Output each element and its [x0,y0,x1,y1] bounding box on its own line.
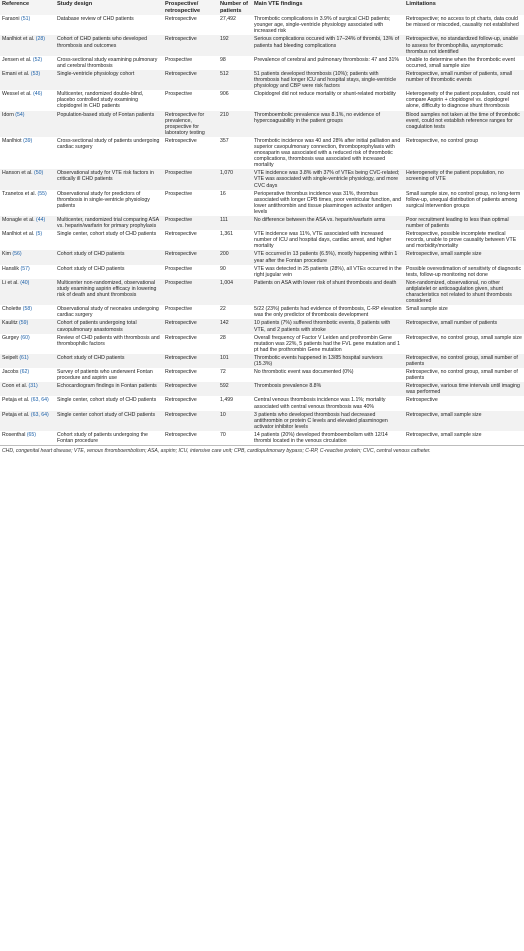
header-limitations: Limitations [404,0,524,15]
header-prospective-retrospective: Prospective/ retrospective [163,0,218,15]
limitations-cell: Heterogeneity of the patient population, no screening of VTE [404,169,524,189]
limitations-cell: Small sample size, no control group, no long-term follow-up, unequal distribution of patients among surgical intervention groups [404,190,524,216]
reference-citation-link[interactable]: (31) [28,383,38,390]
table-row [0,265,524,279]
limitations-cell: Poor recruitment leading to less than optimal number of patients [404,216,524,230]
number-of-patients-cell: 200 [218,250,252,264]
prospective-retrospective-cell: Retrospective [163,319,218,333]
reference-author: Hanson et al. [2,170,33,177]
limitations-cell: Retrospective, small sample size [404,431,524,445]
study-design-cell: Single center, cohort study of CHD patients [55,230,163,250]
main-vte-findings-cell: No thrombotic event was documented (0%) [252,368,404,382]
reference-cell [0,250,55,264]
reference-cell [0,169,55,189]
number-of-patients-cell: 111 [218,216,252,230]
table-row [0,230,524,250]
reference-citation-link[interactable]: (46) [33,91,43,98]
reference-cell [0,382,55,396]
reference-citation-link[interactable]: (57) [20,265,30,272]
reference-cell [0,305,55,319]
study-design-cell: Single-ventricle physiology cohort [55,70,163,90]
reference-author: Monagle et al. [2,217,35,223]
number-of-patients-cell: 906 [218,90,252,110]
reference-citation-link[interactable]: (56) [12,251,22,258]
limitations-cell: Small sample size [404,305,524,319]
table-body [0,15,524,445]
table-footnote: CHD, congenital heart disease; VTE, venous thromboembolism; ASA, aspirin; ICU, intensive care unit; CPB, cardiopulmonary bypass; C-RP, C-reactive protein; CVC, central venous catheter. [2,448,431,455]
main-vte-findings-cell: Thrombotic incidence was 40 and 28% after initial palliation and superior cavopulmonary connection, thromboprophylaxis with enoxaparin was associated with a reduced risk of thrombotic complications, thrombosis was associated with increased mortality [252,137,404,169]
prospective-retrospective-cell: Retrospective [163,334,218,354]
main-vte-findings-cell: 5/22 (23%) patients had evidence of thrombosis, C-RP elevation was the only predictor of thrombosis development [252,305,404,319]
prospective-retrospective-cell: Prospective [163,190,218,216]
table-row [0,137,524,169]
prospective-retrospective-cell: Prospective [163,169,218,189]
reference-author: Jacobs [2,369,19,376]
number-of-patients-cell: 1,004 [218,279,252,305]
table-row [0,319,524,333]
prospective-retrospective-cell: Retrospective [163,70,218,90]
prospective-retrospective-cell: Retrospective [163,431,218,445]
reference-author: Rosenthal [2,431,26,438]
limitations-cell: Retrospective, small sample size [404,411,524,431]
main-vte-findings-cell: VTE incidence was 11%, VTE associated with increased number of ICU and hospital days, cardiac arrest, and higher mortality [252,230,404,250]
table-header [0,0,524,15]
reference-cell [0,137,55,169]
main-vte-findings-cell: 10 patients (7%) suffered thrombotic events, 8 patients with VTE, and 2 patients with stroke [252,319,404,333]
number-of-patients-cell: 70 [218,431,252,445]
number-of-patients-cell: 10 [218,411,252,431]
number-of-patients-cell: 72 [218,368,252,382]
reference-author: Gurgey [2,334,20,341]
reference-author: Manlhiot et al. [2,36,35,43]
prospective-retrospective-cell: Retrospective [163,137,218,169]
prospective-retrospective-cell: Retrospective for prevalence, prospective for laboratory testing [163,111,218,137]
prospective-retrospective-cell: Prospective [163,216,218,230]
main-vte-findings-cell: Central venous thrombosis incidence was 1.1%; mortality associated with central venous thrombosis was 40% [252,396,404,410]
reference-citation-link[interactable]: (59) [19,320,29,327]
study-design-cell: Cross-sectional study examining pulmonary and cerebral thrombosis [55,56,163,70]
vte-studies-table [0,0,524,445]
limitations-cell: Retrospective [404,396,524,410]
limitations-cell: Retrospective, no control group, small number of patients [404,354,524,368]
header-number-of-patients: Number of patients [218,0,252,15]
reference-citation-link[interactable]: (28) [35,36,45,43]
number-of-patients-cell: 90 [218,265,252,279]
reference-citation-link[interactable]: (61) [19,354,29,361]
number-of-patients-cell: 592 [218,382,252,396]
main-vte-findings-cell: Overall frequency of Factor V Leiden and prothrombin Gene mutation was 22%, 5 patients had the FVL gene mutation and 1 pt had the prothrombin Gene mutation [252,334,404,354]
reference-author: Manlhiot [2,137,22,144]
main-vte-findings-cell: 51 patients developed thrombosis (10%); patients with thrombosis had longer ICU and hospital stays, single-ventricle physiology and CBP were risk factors [252,70,404,90]
table-row [0,396,524,410]
limitations-cell: Retrospective, various time intervals until imaging was performed [404,382,524,396]
reference-cell [0,279,55,305]
reference-cell [0,411,55,431]
main-vte-findings-cell: 3 patients who developed thrombosis had decreased antithrombin or protein C levels and elevated plasminogen activator inhibitor levels [252,411,404,431]
main-vte-findings-cell: Patients on ASA with lower risk of shunt thrombosis and death [252,279,404,305]
prospective-retrospective-cell: Prospective [163,265,218,279]
main-vte-findings-cell: No difference between the ASA vs. heparin/warfarin arms [252,216,404,230]
reference-author: Tzanetos et al. [2,190,37,197]
prospective-retrospective-cell: Retrospective [163,230,218,250]
reference-citation-link[interactable]: (50) [34,170,44,177]
reference-author: Idorn [2,111,14,118]
study-design-cell: Echocardiogram findings in Fontan patients [55,382,163,396]
reference-cell [0,35,55,55]
reference-citation-link[interactable]: (58) [22,306,33,313]
reference-author: Petaja et al. [2,411,30,418]
reference-author: Coon et al. [2,383,28,390]
main-vte-findings-cell: 14 patients (20%) developed thromboembolism with 12/14 thrombi located in the venous circulation [252,431,404,445]
reference-cell [0,396,55,410]
reference-citation-link[interactable]: (63, 64) [30,411,49,418]
study-design-cell: Survey of patients who underwent Fontan procedure and aspirin use [55,368,163,382]
reference-citation-link[interactable]: (39) [23,137,33,144]
reference-cell [0,111,55,137]
number-of-patients-cell: 27,492 [218,15,252,35]
limitations-cell: Retrospective, no control group [404,137,524,169]
table-row [0,169,524,189]
reference-citation-link[interactable]: (51) [21,16,31,23]
limitations-cell: Unable to determine when the thrombotic event occurred, small sample size [404,56,524,70]
header-main-vte-findings: Main VTE findings [252,0,404,15]
reference-author: Li et al. [2,279,19,286]
prospective-retrospective-cell: Retrospective [163,411,218,431]
reference-author: Seipelt [2,354,18,361]
prospective-retrospective-cell: Prospective [163,90,218,110]
table-row [0,190,524,216]
study-design-cell: Cohort study of CHD patients [55,265,163,279]
study-design-cell: Observational study for VTE risk factors in critically ill CHD patients [55,169,163,189]
number-of-patients-cell: 1,361 [218,230,252,250]
reference-citation-link[interactable]: (55) [37,190,47,197]
limitations-cell: Retrospective, no standardized follow-up, unable to assess for thrombophilia, asymptomatic thrombus not identified [404,35,524,55]
prospective-retrospective-cell: Prospective [163,56,218,70]
reference-citation-link[interactable]: (5) [35,231,43,238]
table-row [0,70,524,90]
limitations-cell: Retrospective, small number of patients [404,319,524,333]
table-row [0,411,524,431]
reference-cell [0,15,55,35]
reference-cell [0,90,55,110]
number-of-patients-cell: 357 [218,137,252,169]
number-of-patients-cell: 28 [218,334,252,354]
prospective-retrospective-cell: Retrospective [163,354,218,368]
table-row [0,279,524,305]
reference-author: Kaulitz [2,320,18,327]
reference-author: Manlhiot et al. [2,231,35,238]
limitations-cell: Non-randomized, observational, no other antiplatelet or anticoagulation given, shunt characteristics not related to shunt thrombosis considered [404,279,524,305]
reference-author: Cholette [2,306,22,313]
main-vte-findings-cell: Thrombosis prevalence 8.8% [252,382,404,396]
main-vte-findings-cell: Prevalence of cerebral and pulmonary thrombosis: 47 and 31% [252,56,404,70]
study-design-cell: Cross-sectional study of patients undergoing cardiac surgery [55,137,163,169]
reference-citation-link[interactable]: (54) [15,111,25,118]
limitations-cell: Retrospective, no control group, small number of patients [404,368,524,382]
table-row [0,35,524,55]
reference-citation-link[interactable]: (44) [36,217,46,223]
reference-citation-link[interactable]: (60) [20,334,30,341]
prospective-retrospective-cell: Retrospective [163,15,218,35]
study-design-cell: Population-based study of Fontan patients [55,111,163,137]
prospective-retrospective-cell: Retrospective [163,368,218,382]
reference-cell [0,190,55,216]
limitations-cell: Retrospective, possible incomplete medical records, unable to prove causality between VTE and morbidity/mortality [404,230,524,250]
header-reference: Reference [0,0,55,15]
study-design-cell: Cohort study of CHD patients [55,354,163,368]
main-vte-findings-cell: Thrombotic events happened in 13/85 hospital survivors (15.3%) [252,354,404,368]
limitations-cell: Retrospective, small sample size [404,250,524,264]
reference-cell [0,368,55,382]
reference-cell [0,431,55,445]
table-row [0,111,524,137]
reference-cell [0,56,55,70]
number-of-patients-cell: 512 [218,70,252,90]
main-vte-findings-cell: VTE was detected in 25 patients (28%), all VTEs occurred in the right jugular vein [252,265,404,279]
limitations-cell: Retrospective; no access to pt charts, data could be missed or miscoded, causality not established [404,15,524,35]
reference-author: Hanslik [2,265,20,272]
table-row [0,216,524,230]
study-design-cell: Database review of CHD patients [55,15,163,35]
number-of-patients-cell: 142 [218,319,252,333]
limitations-cell: Blood samples not taken at the time of thrombotic event, could not establish reference ranges for coagulation tests [404,111,524,137]
prospective-retrospective-cell: Prospective [163,279,218,305]
study-design-cell: Cohort study of patients undergoing the Fontan procedure [55,431,163,445]
limitations-cell: Possible overestimation of sensitivity of diagnostic tests, follow-up monitoring not done [404,265,524,279]
study-design-cell: Multicenter, randomized trial comparing ASA vs. heparin/warfarin for primary prophylaxis [55,216,163,230]
reference-citation-link[interactable]: (53) [30,70,41,77]
main-vte-findings-cell: Perioperative thrombus incidence was 31%, thrombus associated with longer CPB times, poor ventricular function, and lower antithrombin and tissue plasminogen activator antigen levels [252,190,404,216]
study-design-cell: Single center, cohort study of CHD patients [55,396,163,410]
reference-cell [0,319,55,333]
reference-cell [0,265,55,279]
study-design-cell: Observational study for predictors of thrombosis in single-ventricle physiology patients [55,190,163,216]
reference-cell [0,230,55,250]
limitations-cell: Heterogeneity of the patient population, could not compare Aspirin + clopidogrel vs. clopidogrel alone, difficulty to diagnose shunt thrombosis [404,90,524,110]
reference-cell [0,70,55,90]
main-vte-findings-cell: Thrombotic complications in 3.9% of surgical CHD patients; younger age, single-ventricle physiology associated with increased risk [252,15,404,35]
number-of-patients-cell: 1,070 [218,169,252,189]
reference-author: Jensen et al. [2,56,32,63]
reference-author: Faraoni [2,16,20,23]
study-design-cell: Multicenter, randomized double-blind, placebo controlled study examining clopidogrel in CHD patients [55,90,163,110]
table-row [0,382,524,396]
reference-citation-link[interactable]: (52) [32,56,43,63]
prospective-retrospective-cell: Retrospective [163,382,218,396]
table-row [0,431,524,445]
reference-cell [0,334,55,354]
study-design-cell: Single center cohort study of CHD patients [55,411,163,431]
prospective-retrospective-cell: Retrospective [163,250,218,264]
number-of-patients-cell: 210 [218,111,252,137]
reference-citation-link[interactable]: (40) [20,279,30,286]
limitations-cell: Retrospective, no control group, small sample size [404,334,524,354]
main-vte-findings-cell: VTE occurred in 13 patients (6.5%), mostly happening within 1 year after the Fontan procedure [252,250,404,264]
study-design-cell: Cohort of patients undergoing total cavopulmonary anastomosis [55,319,163,333]
reference-author: Wessel et al. [2,91,32,98]
limitations-cell: Retrospective, small number of patients, small number of thrombotic events [404,70,524,90]
reference-citation-link[interactable]: (63, 64) [30,397,49,404]
number-of-patients-cell: 1,499 [218,396,252,410]
number-of-patients-cell: 16 [218,190,252,216]
study-design-cell: Cohort of CHD patients who developed thrombosis and outcomes [55,35,163,55]
table-row [0,368,524,382]
header-study-design: Study design [55,0,163,15]
reference-citation-link[interactable]: (65) [26,431,37,438]
study-design-cell: Review of CHD patients with thrombosis and thrombophilic factors [55,334,163,354]
study-design-cell: Cohort study of CHD patients [55,250,163,264]
reference-citation-link[interactable]: (62) [19,369,30,376]
table-row [0,15,524,35]
table-row [0,56,524,70]
table-row [0,305,524,319]
number-of-patients-cell: 22 [218,305,252,319]
reference-author: Kim [2,251,11,258]
main-vte-findings-cell: Serious complications occured with 17–24% of thrombi, 13% of patients had bleeding complications [252,35,404,55]
number-of-patients-cell: 98 [218,56,252,70]
main-vte-findings-cell: Thromboembolic prevalence was 8.1%, no evidence of hypercoaguability in the patient groups [252,111,404,137]
number-of-patients-cell: 101 [218,354,252,368]
table-row [0,354,524,368]
table-row [0,90,524,110]
reference-author: Petaja et al. [2,397,30,404]
prospective-retrospective-cell: Retrospective [163,396,218,410]
table-row [0,334,524,354]
number-of-patients-cell: 192 [218,35,252,55]
reference-cell [0,216,55,230]
table-row [0,250,524,264]
study-design-cell: Observational study of neonates undergoing cardiac surgery [55,305,163,319]
reference-author: Emani et al. [2,70,30,77]
prospective-retrospective-cell: Prospective [163,305,218,319]
study-design-cell: Multicenter non-randomized, observational study examining aspirin efficacy in lowering risk of death and shunt thrombosis [55,279,163,305]
reference-cell [0,354,55,368]
main-vte-findings-cell: VTE incidence was 3.8% with 37% of VTEs being CVC-related; VTE was associated with single-ventricle physiology, and more CVC days [252,169,404,189]
main-vte-findings-cell: Clopidogrel did not reduce mortality or shunt-related morbidity [252,90,404,110]
prospective-retrospective-cell: Retrospective [163,35,218,55]
